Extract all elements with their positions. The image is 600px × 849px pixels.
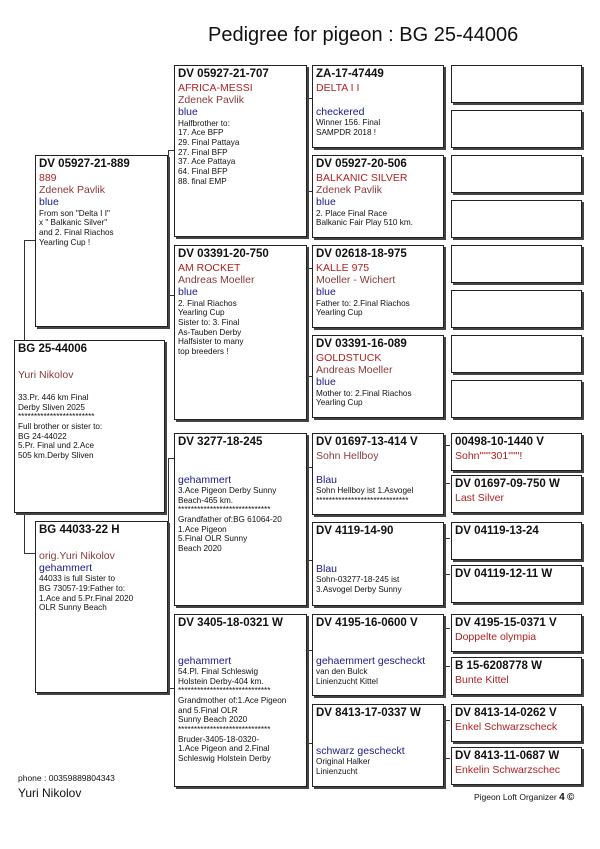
connector-line [24, 553, 35, 554]
fmf-breeder: Moeller - Wichert [316, 273, 396, 286]
g5-name: Doppelte olympia [455, 630, 537, 643]
mf-ring-number: DV 3277-18-245 [178, 436, 263, 448]
connector-line [445, 574, 450, 575]
mfm-ring-number: DV 4119-14-90 [316, 525, 394, 537]
subject-ring-number: BG 25-44006 [18, 343, 88, 355]
mmm-ring-number: DV 8413-17-0337 W [316, 707, 421, 719]
fff-pigeon-card[interactable] [312, 65, 444, 148]
connector-line [445, 445, 446, 483]
father-name: 889 [39, 171, 57, 184]
software-name: Pigeon Loft Organizer [474, 792, 557, 802]
fmf-name: KALLE 975 [316, 261, 370, 274]
mm-pigeon-card[interactable] [174, 614, 307, 787]
mfm-info: Sohn-03277-18-245 ist 3.Asvogel Derby Sunny [316, 574, 402, 594]
g5-ring-number: DV 04119-13-24 [455, 525, 539, 537]
connector-line [445, 628, 446, 666]
subject-pigeon-card[interactable] [14, 340, 165, 513]
fm-ring-number: DV 03391-20-750 [178, 248, 269, 260]
g5-pigeon-card[interactable] [451, 65, 582, 103]
mff-info: Sohn Hellboy ist 1.Asvogel ***************************** [316, 486, 414, 505]
mmf-info: van den Bulck Linienzucht Kittel [316, 666, 378, 686]
connector-line [307, 268, 308, 376]
g5-name: Sohn"""301"""! [455, 449, 523, 462]
connector-line [307, 650, 308, 743]
mm-info: 54.Pl. Final Schleswig Holstein Derby-404 km. ***************************** Grandmother of:1.Ace Pigeon and 5.Final OLR Sunny Beach 2020 ***************************** Bruder-3405-18-0320- 1.Ace Pigeon and 2.Final Schleswig Holstein Derby [178, 666, 287, 763]
mmm-color: schwarz gescheckt [316, 744, 405, 757]
subject-info: 33.Pr. 446 km Final Derby Sliven 2025 ************************ Full brother or sister to: BG 24-44022 5.Pr. Final und 2.Ace 505 km.Derby Sliven [18, 392, 103, 460]
ffm-breeder: Zdenek Pavlik [316, 183, 382, 196]
mmm-info: Original Halker Linienzucht [316, 756, 371, 776]
father-info: From son "Delta I I" x " Balkanic Silver" and 2. Final Riachos Yearling Cup ! [39, 208, 114, 247]
ff-name: AFRICA-MESSI [178, 81, 253, 94]
g5-pigeon-card[interactable] [451, 380, 582, 418]
ff-ring-number: DV 05927-21-707 [178, 68, 269, 80]
mother-color: gehammert [39, 561, 93, 574]
g5-pigeon-card[interactable] [451, 433, 582, 471]
connector-line [168, 150, 169, 295]
g5-ring-number: B 15-6208778 W [455, 660, 542, 672]
fmm-breeder: Andreas Moeller [316, 363, 393, 376]
copyright-mark: © [567, 792, 575, 803]
connector-line [445, 483, 450, 484]
ff-breeder: Zdenek Pavlik [178, 93, 244, 106]
mff-color: Blau [316, 473, 338, 486]
fm-breeder: Andreas Moeller [178, 273, 255, 286]
g5-pigeon-card[interactable] [451, 110, 582, 148]
mmf-ring-number: DV 4195-16-0600 V [316, 617, 418, 629]
mother-ring-number: BG 44033-22 H [39, 524, 120, 536]
connector-line [445, 628, 450, 629]
connector-line [445, 538, 450, 539]
connector-line [307, 98, 308, 191]
g5-pigeon-card[interactable] [451, 200, 582, 238]
ffm-pigeon-card[interactable] [312, 155, 444, 238]
mm-ring-number: DV 3405-18-0321 W [178, 617, 283, 629]
ffm-name: BALKANIC SILVER [316, 171, 408, 184]
g5-pigeon-card[interactable] [451, 614, 582, 652]
g5-pigeon-card[interactable] [451, 747, 582, 785]
mother-info: 44033 is full Sister to BG 73057-19:Father to: 1.Ace and 5.Pr.Final 2020 OLR Sunny Beach [39, 574, 134, 613]
fff-ring-number: ZA-17-47449 [316, 68, 384, 80]
fmf-pigeon-card[interactable] [312, 245, 444, 328]
connector-line [445, 758, 450, 759]
father-breeder: Zdenek Pavlik [39, 183, 105, 196]
mmf-pigeon-card[interactable] [312, 614, 444, 696]
connector-line [24, 513, 25, 553]
mmm-pigeon-card[interactable] [312, 704, 444, 787]
ffm-color: blue [316, 196, 336, 209]
mmf-color: gehaemmert gescheckt [316, 654, 426, 667]
footer-owner-name: Yuri Nikolov [18, 786, 82, 800]
fm-color: blue [178, 286, 198, 299]
connector-line [445, 445, 450, 446]
software-version: 4 [559, 792, 565, 803]
fm-info: 2. Final Riachos Yearling Cup Sister to: 3. Final As-Tauben Derby Halfsister to many top breeders ! [178, 298, 244, 357]
g5-ring-number: 00498-10-1440 V [455, 436, 544, 448]
g5-pigeon-card[interactable] [451, 565, 582, 603]
ff-info: Halfbrother to: 17. Ace BFP 29. Final Pattaya 27. Final BFP 37. Ace Pattaya 64. Final BFP 88. final EMP [178, 118, 240, 186]
father-color: blue [39, 196, 59, 209]
g5-pigeon-card[interactable] [451, 475, 582, 513]
ff-color: blue [178, 106, 198, 119]
connector-line [24, 240, 25, 340]
connector-line [445, 720, 450, 721]
g5-name: Enkel Schwarzscheck [455, 720, 558, 733]
footer-software [474, 792, 574, 803]
ff-pigeon-card[interactable] [174, 65, 307, 237]
mf-pigeon-card[interactable] [174, 433, 307, 606]
mm-color: gehammert [178, 654, 232, 667]
g5-pigeon-card[interactable] [451, 155, 582, 193]
fmf-info: Father to: 2.Final Riachos Yearling Cup [316, 298, 410, 318]
mf-info: 3.Ace Pigeon Derby Sunny Beach-465 km. ***************************** Grandfather of:BG 61064-20 1.Ace Pigeon 5.Final OLR Sunny Beach 2020 [178, 485, 282, 553]
fmf-ring-number: DV 02618-18-975 [316, 248, 407, 260]
fmm-name: GOLDSTUCK [316, 351, 382, 364]
mfm-color: Blau [316, 562, 338, 575]
fmf-color: blue [316, 286, 336, 299]
footer-phone: phone : 00359889804343 [18, 773, 115, 783]
fmm-info: Mother to: 2.Final Riachos Yearling Cup [316, 388, 412, 408]
fm-name: AM ROCKET [178, 261, 241, 274]
father-pigeon-card[interactable] [35, 155, 168, 327]
page-title: Pedigree for pigeon : BG 25-44006 [208, 24, 519, 46]
fm-pigeon-card[interactable] [174, 245, 307, 420]
mother-breeder: orig.Yuri Nikolov [39, 549, 115, 562]
subject-breeder: Yuri Nikolov [18, 368, 74, 381]
g5-name: Bunte Kittel [455, 673, 509, 686]
fff-color: checkered [316, 105, 365, 118]
father-ring-number: DV 05927-21-889 [39, 158, 130, 170]
mother-pigeon-card[interactable] [35, 521, 168, 693]
mff-pigeon-card[interactable] [312, 433, 444, 515]
g5-pigeon-card[interactable] [451, 704, 582, 742]
ffm-ring-number: DV 05927-20-506 [316, 158, 407, 170]
g5-ring-number: DV 8413-14-0262 V [455, 707, 557, 719]
g5-name: Enkelin Schwarzschec [455, 763, 561, 776]
mff-breeder: Sohn Hellboy [316, 449, 379, 462]
g5-ring-number: DV 01697-09-750 W [455, 478, 560, 490]
g5-pigeon-card[interactable] [451, 335, 582, 373]
g5-name: Last Silver [455, 491, 505, 504]
connector-line [24, 240, 35, 241]
connector-line [445, 720, 446, 758]
fff-name: DELTA I I [316, 81, 360, 94]
mfm-pigeon-card[interactable] [312, 522, 444, 606]
g5-ring-number: DV 04119-12-11 W [455, 568, 553, 580]
connector-line [445, 538, 446, 574]
g5-pigeon-card[interactable] [451, 522, 582, 560]
fmm-ring-number: DV 03391-16-089 [316, 338, 407, 350]
ffm-info: 2. Place Final Race Balkanic Fair Play 510 km. [316, 208, 413, 228]
g5-ring-number: DV 8413-11-0687 W [455, 750, 560, 762]
mff-ring-number: DV 01697-13-414 V [316, 436, 418, 448]
connector-line [168, 458, 169, 688]
connector-line [307, 467, 308, 560]
fmm-color: blue [316, 376, 336, 389]
g5-pigeon-card[interactable] [451, 657, 582, 695]
mf-color: gehammert [178, 473, 232, 486]
g5-pigeon-card[interactable] [451, 245, 582, 283]
g5-ring-number: DV 4195-15-0371 V [455, 617, 557, 629]
g5-pigeon-card[interactable] [451, 290, 582, 328]
fmm-pigeon-card[interactable] [312, 335, 444, 418]
connector-line [445, 666, 450, 667]
fff-info: Winner 156. Final SAMPDR 2018 ! [316, 118, 381, 137]
